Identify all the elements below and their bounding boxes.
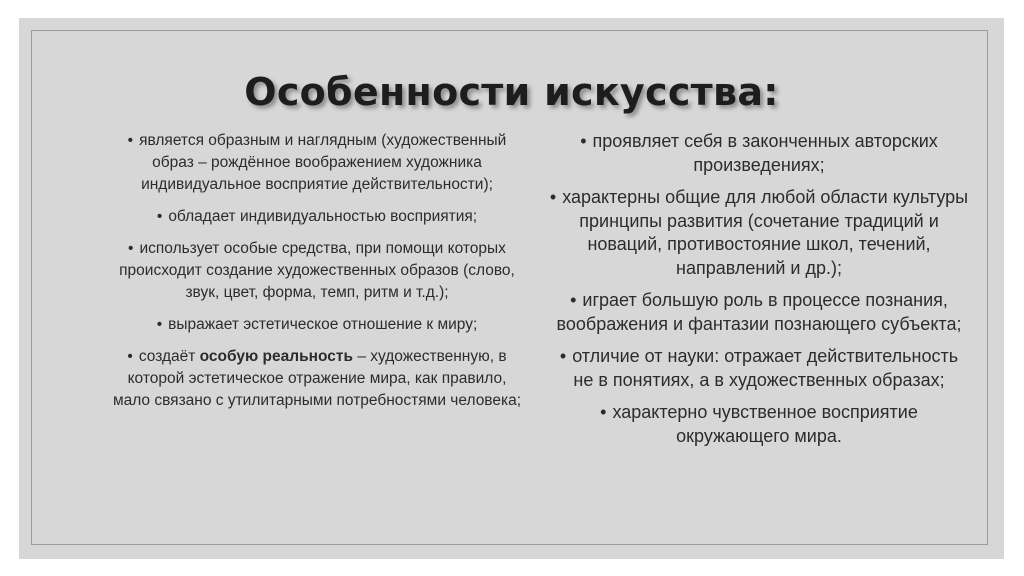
list-item-text: является образным и наглядным (художественный образ – рождённое воображением художника индивидуальное восприятие действительности);	[139, 132, 507, 193]
list-item-text: использует особые средства, при помощи которых происходит создание художественных образов (слово, звук, цвет, форма, темп, ритм и т.д.);	[119, 240, 515, 301]
bullet-icon: •	[156, 316, 163, 333]
slide	[19, 18, 1004, 559]
list-item-text: характерно чувственное восприятие окружающего мира.	[612, 402, 918, 446]
list-item-text: характерны общие для любой области культуры принципы развития (сочетание традиций и новаций, противостояние школ, течений, направлений и др.);	[562, 187, 969, 278]
list-item-text: проявляет себя в законченных авторских произведениях;	[592, 131, 938, 175]
bullet-icon: •	[570, 290, 577, 310]
list-item-text: обладает индивидуальностью восприятия;	[168, 208, 478, 225]
list-item	[549, 130, 969, 177]
emphasis-text: особую реальность	[199, 348, 354, 365]
right-column	[549, 130, 969, 457]
list-item	[549, 289, 969, 336]
list-item-text: отличие от науки: отражает действительность не в понятиях, а в художественных образах;	[572, 346, 959, 390]
bullet-icon: •	[128, 240, 134, 257]
list-item	[549, 345, 969, 392]
list-item	[111, 238, 523, 304]
bullet-icon: •	[127, 348, 133, 365]
bullet-icon: •	[559, 346, 567, 366]
bullet-icon: •	[127, 132, 134, 149]
list-item	[549, 401, 969, 448]
list-item	[111, 346, 523, 412]
bullet-icon: •	[156, 208, 163, 225]
list-item	[111, 130, 523, 196]
list-item-text-pre: создаёт	[138, 348, 200, 365]
bullet-icon: •	[549, 187, 557, 207]
list-item-text-post: – художественную, в которой эстетическое отражение мира, как правило, мало связано с утилитарными потребностями человека;	[112, 348, 522, 409]
list-item-text: играет большую роль в процессе познания, воображения и фантазии познающего субъекта;	[556, 290, 962, 334]
list-item	[549, 186, 969, 280]
list-item-text: выражает эстетическое отношение к миру;	[168, 316, 478, 333]
bullet-icon: •	[580, 131, 587, 151]
bullet-icon: •	[600, 402, 607, 422]
left-column	[111, 130, 523, 422]
list-item	[111, 206, 523, 228]
list-item	[111, 314, 523, 336]
slide-title: Особенности искусства:	[244, 70, 779, 114]
